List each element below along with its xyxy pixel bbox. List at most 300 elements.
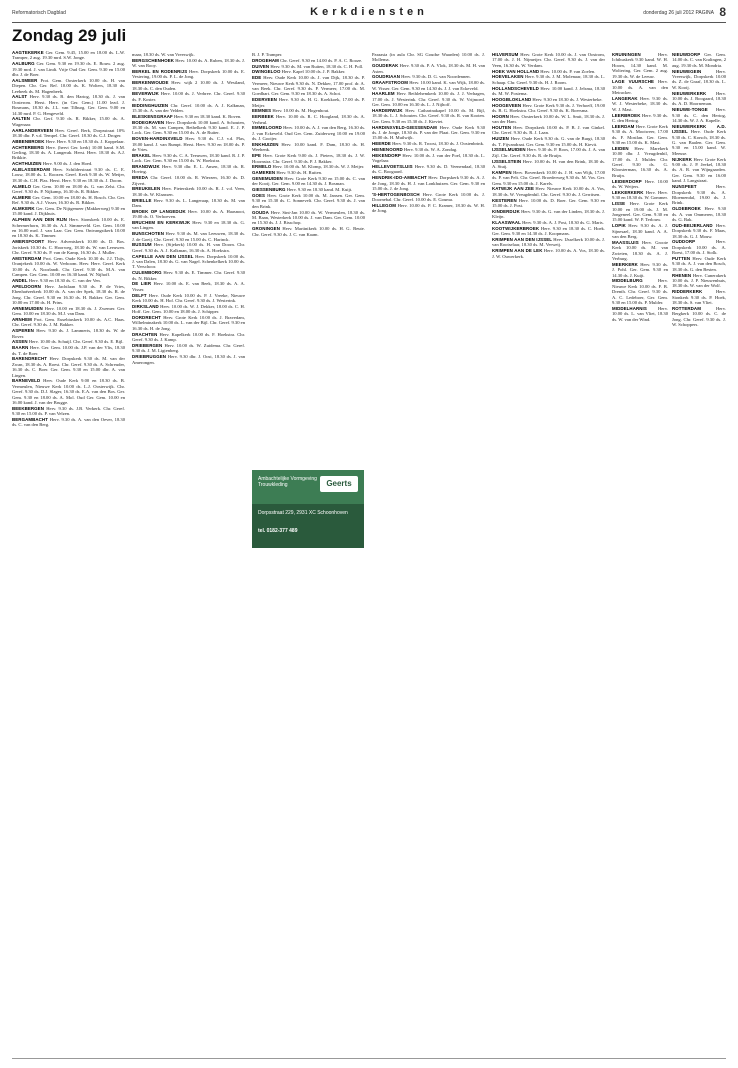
listing-place: ENKHUIZEN [252, 142, 279, 148]
listing-place: EDE [252, 75, 262, 81]
page-footer-rule [12, 1058, 726, 1059]
listing-column-3 [252, 52, 365, 464]
church-listing [12, 116, 125, 127]
listing-place: DIRKSLAND [132, 303, 159, 309]
church-listing [372, 147, 485, 152]
listing-services: Herv. 10.00 ds. E. van Beek, 18.30 ds. A. A. Visser. [132, 281, 245, 292]
church-listing [132, 80, 245, 91]
church-listing [12, 356, 125, 378]
listing-services: Herv. 9.30 en 18.30 kand. K. Boven. [173, 113, 242, 119]
church-listing [492, 69, 605, 74]
listing-place: AARLANDERVEEN [12, 127, 53, 133]
listing-place: BRUCHEM EN KERKWIJK [132, 220, 191, 226]
listing-place: RIDDERKERK [672, 289, 703, 295]
listing-place: DWINGELOO [252, 69, 281, 75]
listing-services: Herv. Dorpskerk 9.30 ds. A. Bloemendal, 19.00 ds. J. Brink. [672, 184, 726, 206]
listing-place: DRIEBERGEN [132, 342, 163, 348]
listing-services: Herv. Grote Kerk 10.00 ds. J. Bravedam, Wilhelminakerk 10.00 ds. L. van der Bijl. Chr. Geref. 9.30 en 16.30 ds. H. de Jong. [132, 315, 245, 331]
listing-services: Herv. Oude Kerk 9.00 en 18.30 ds. B. Vermeulen, Nieuwe Kerk 10.00 ds. L.J. Oosterwijk. Chr. Geref. 9.30 ds. D.J. Slager, 16.30 ds. E.A. van den Bos. Ger. Gem. 9.30 en 18.00 ds. A. Mol. Oud Ger. Gem. 10.00 en 16.00 kand. J. van der Brugge. [12, 378, 125, 405]
church-listing [672, 52, 726, 68]
church-listing [672, 256, 726, 272]
church-listing [672, 69, 726, 91]
listing-place: LAGE VUURSCHE [612, 79, 655, 85]
church-listing [672, 124, 726, 156]
listing-services: Herv. 9.30 ds. M. van Leeuwen, 18.30 ds. J. de Goeij. Chr. Geref. 9.30 en 15.00 ds. C. Harinck. [132, 231, 245, 242]
church-listing [12, 195, 125, 206]
church-listing [252, 187, 365, 192]
church-listing [132, 315, 245, 331]
listing-services: Herv. 9.30 ds. L. Langeraap, 18.30 ds. M. van Dam. [132, 197, 245, 209]
listing-place: ARNEMUIDEN [12, 305, 43, 311]
listing-services: Herv. 9.30 ds. J.B. Verkerk. Chr. Geref. 9.30 en 15.00 ds. P. van Velzen. [12, 405, 125, 417]
church-listing [612, 96, 668, 112]
listing-place: LEIDEN [612, 145, 629, 151]
listing-place: KRUININGEN [612, 52, 641, 57]
listing-services: Herv. 10.00 ds. D. Boer. Ger. Gem. 9.30 en 15.00 ds. J. Post. [492, 197, 605, 209]
listing-services: Herv. Martinikerk 10.00 ds. H. G. Beute. Chr. Geref. 9.30 ds. J. C. van Kaam. [252, 226, 365, 237]
listing-services: Herv. 10.00 ds. P. van Zoelen. [540, 68, 596, 74]
listing-services: Chr. Geref. 10.00 ds. R. Wierzen, 16.30 ds. D. Zijvert. [132, 175, 245, 186]
church-listing [252, 69, 365, 74]
listing-services: Herv. 10.00 ds. R. C. Hoogland, 18.30 ds. A. Verheul. [252, 114, 365, 125]
listing-services: Herv. 9.30 ds. A. J. Sijnesael, 18.30 kand. A. A. van den Berg. [612, 223, 668, 239]
listing-services: Herv. 10.00 ds. P. C. Kramer, 18.30 ds. W. H. de Jong. [372, 203, 485, 214]
church-listing [132, 209, 245, 220]
church-listing [12, 78, 125, 94]
listing-place: GRAAFSTROOM [372, 80, 408, 86]
listing-services: Ger. Gem. 9.30 en 19.30 ds. E. Bouw. 2 aug. 19.30 mrd. J. van Lindt. Vrije Oud Ger. Gem. 9.30 en 15.00 dhr. J. de Boer. [12, 61, 125, 78]
listing-place: ACHTHUIZEN [12, 161, 42, 167]
listing-place: BLESKENSGRAAF [132, 113, 173, 119]
church-listing [12, 278, 125, 283]
church-listing [672, 206, 726, 222]
church-listing [372, 175, 485, 191]
listing-services: Herv. 9.30 ds. W. J. Westerbeke, 18.30 ds. W. J. Mast. [612, 96, 668, 112]
listing-place: BERKEL EN RODENRIJS [132, 69, 188, 74]
listing-services: Herv. 9.30 ds. J. Lammerts, 18.30 ds. W. de Rover. [12, 328, 125, 339]
listing-services: Herv. Geref. Berk, Dorpsstraat 10% 18.30 dhr. P. v.d. Tempel. Chr. Geref. 18.30 ds. C.J. Droger. [12, 127, 125, 139]
listing-place: EPE [252, 153, 262, 159]
church-listing [372, 63, 485, 74]
church-listing [372, 80, 485, 91]
church-listing [612, 79, 668, 95]
ad-contact: tel. 0182-377 489 [258, 528, 298, 534]
church-listing [132, 354, 245, 365]
listing-place: HOUTEN [492, 125, 512, 131]
church-listing [252, 125, 365, 141]
listing-place: KOOTWIJKERBROEK [492, 225, 540, 231]
listing-place: AALSMEER [12, 77, 38, 83]
listing-services: Herv. 10.00 ds. J. van der Poel, 18.30 ds. L. Vogelaar. [372, 152, 485, 164]
church-listing [252, 108, 365, 113]
listing-services: Herv. Sionkerk 9.30 ds. P. Hoek, 18.30 ds. S. van Vliet. [672, 289, 726, 305]
church-listing [612, 52, 668, 79]
listing-place: AMSTERDAM [12, 255, 42, 261]
listing-services: Herv. 9.30 ds. D. Veenendaal, 18.30 ds. C. Boogaard. [372, 164, 485, 175]
listing-place: HEKENDORP [372, 152, 401, 158]
listing-services: Herv. Dorpskerk 9.30 ds. M. van der Zwan, 18.30 ds. A. Roest. Chr. Geref. 9.30 ds. A. Schreuder, 16.30 ds. C. Boer. Ger. Gem. 9.30 en 15.00 dhr. A. van Lingen. [12, 356, 125, 378]
church-listing [492, 237, 605, 248]
listing-services: Herv. Dorpskerk 10.00 ds. E. Vestering, 19.00 ds. P. L. de Jong. [132, 69, 245, 80]
listing-column-5 [492, 52, 605, 1056]
church-listing [372, 141, 485, 146]
church-listing [252, 164, 365, 169]
listing-services: Herv. Dorpskerk 10.00 ds. P. B. J. van Ginkel. Chr. Geref. 9.30 ds. R. J. Laan. [492, 125, 605, 136]
listing-services: Herv. Bovenkerk 10.00 ds. J. H. van Wijk, 17.00 ds. P. van Pelt. Chr. Geref. Broederweg 9.30 ds. M. Vos. Ger. Gem. 9.30 en 15.00 ds. J. Karels. [492, 169, 605, 186]
church-listing [12, 339, 125, 344]
church-listing [252, 142, 365, 153]
listing-place: EMMELOORD [252, 125, 282, 131]
church-listing [372, 164, 485, 175]
listing-services: Herv. Marekerk 10.00 dhr. J. Vreugdenhil, 17.00 ds. J. Mulder. Chr. Geref. 9.30 ds. G. Kloosterman, 16.30 ds. A. Bruijn. [612, 145, 668, 178]
listing-place: BROEK OP LANGEDIJK [132, 208, 186, 214]
listing-services: Herv. Catharinakapel 10.00 ds. M. Bijl, 18.30 ds. L. J. Schouten. Chr. Geref. 9.30 ds. R. van Kooten. Ger. Gem. 9.30 en 15.30 ds. J. Kieviet. [372, 108, 485, 124]
church-listing [612, 190, 668, 201]
church-listing [672, 157, 726, 184]
church-listing [252, 52, 365, 57]
church-listing [492, 198, 605, 209]
church-listing [132, 186, 245, 197]
listing-services: Herv. Grote Kerk 10.00 ds. J. van Oostrom, 17.00 ds. J. H. Nijmeijer. Chr. Geref. 9.30 ds. J. van der Veen, 16.30 ds. W. Verdam. [492, 52, 605, 68]
listing-services: Herv. 9.30 en 18.30 ds. C. van der Ven. [28, 277, 101, 283]
church-listing [252, 75, 365, 97]
listing-services: Herv. 9.00 ds. J. den Hoed. [42, 161, 93, 167]
listing-services: Herv. 9.30 en 18.30 ds. G. van Lingen. [132, 220, 245, 231]
listing-services: Herv. 9.30 ds. P. A. Vlok, 18.30 ds. M. H. van Asten. [372, 63, 485, 74]
listing-place: BAARN [12, 345, 29, 351]
listing-services: Herv. Nieuwe Kerk 10.00 ds. A. Vos, 18.30 ds. W. Vreugdenhil. Chr. Geref. 9.30 ds. J. Gerritsen. [492, 186, 605, 197]
listing-services: Herv. Bergkerk 10.00 ds. C. de Jong. Chr. Geref. 9.30 ds. J. W. Schoppers. [672, 305, 726, 327]
ad-logo [320, 476, 358, 492]
listing-place: GOUDERAK [372, 63, 399, 69]
listing-column-4 [372, 52, 485, 1056]
listing-services: Herv. Herv. 9.30 en 18.30 ds. W. Gommer. [612, 189, 668, 201]
listing-place: GIESSENBURG [252, 187, 286, 193]
listing-services: Herv. IJsselkerk 10.00 ds. J. van Rootselaar, 18.30 ds. M. Verweij. [492, 237, 605, 248]
church-listing [252, 176, 365, 187]
listing-services: Herv. 10.00 ds. M. Hogenhout. [272, 108, 330, 114]
church-listing [492, 136, 605, 147]
listing-services: Herv. 10.00 ds. L. van Vliet, 18.30 ds. W. van der Wind. [612, 305, 668, 322]
listing-place: HARDERWIJK [372, 108, 403, 114]
listing-place: GOUDRIAAN [372, 74, 400, 80]
listing-services: Herv. Oude Kerk 9.30 ds. J. de Jonge, 18.30 ds. P. van der Plaat. Ger. Gem. 9.30 en 15.00 ds. H. Muilwijk. [372, 124, 485, 141]
listing-place: AALBURG [12, 61, 35, 67]
listing-place: NIEUWEGEIN [672, 68, 702, 74]
listing-services: Herv. 9.30 dhr. E. L. Ansen, 18.30 ds. R. Hoving. [132, 164, 245, 175]
church-listing [492, 220, 605, 225]
church-listing [132, 281, 245, 292]
listing-place: DELFT [132, 292, 147, 298]
listing-services: Herv. Adventskerk 10.00 ds. D. Bos. Joriskerk 10.30 ds. C. Hoorweg, 18.30 ds. W. van Leeuwen. Chr. Geref. 9.30 ds. P. van de Kamp, 16.30 ds. J. Muller. [12, 239, 125, 256]
listing-services: Herv. Grote Kerk 9.30 ds. A. Mooiweer, 17.00 ds. F. Mostlan. Ger. Gem. 9.30 en 15.00 ds. K. Mast. [612, 123, 668, 146]
church-listing [12, 378, 125, 405]
church-listing [612, 240, 668, 262]
listing-services: Herv. Oude Kerk 9.30 ds. C. Korsch, 18.30 ds. G. van Baalen. Ger. Gem. 9.30 en 15.00 kand. W. Meeuse. [672, 129, 726, 156]
listing-place: KRIMPEN AAN DE LEK [492, 248, 543, 254]
listing-place: BRANDWIJK [132, 164, 160, 170]
church-listing [492, 170, 605, 186]
church-listing [612, 179, 668, 190]
listing-services: Ger. Gem. 9.45, 15.00 en 18.00 ds. L.W. Tramper, 2 aug. 19.30 mrd. S.W. Jonge. [12, 50, 125, 61]
church-listing [12, 61, 125, 77]
church-listing [252, 64, 365, 69]
listing-place: GRONINGEN [252, 226, 280, 232]
listing-services: Ger. Gem. 10.00 en 18.00 ds. G. van Zelst. Chr. Geref. 9.30 ds. P. Nijkamp, 16.30 ds. R. Bikker. [12, 183, 125, 195]
listing-services: Herv. Grote Kerk 9.00 ds. J. P. Jeekel, 18.30 ds. A. R. van Wijngaarden. Ger. Gem. 9.30 en 16.00 kand. J. Langstraat. [672, 156, 726, 184]
church-listing [132, 52, 245, 57]
page-number: 8 [719, 5, 726, 19]
listing-services: Herv. Dorpskerk 9.30 ds. A. J. de Jong, 18.30 ds. H. J. van Lonkhuizen. Ger. Gem. 9.30 en 15.00 ds. J. de Jong. [372, 175, 485, 192]
newspaper-name: Reformatorisch Dagblad [12, 10, 66, 16]
listing-services: Herv. Groote Kerk 10.00 ds. M. van Zwieten, 18.30 ds. A. J. Verburg. [612, 239, 668, 261]
church-listing [12, 345, 125, 356]
church-listing [372, 203, 485, 214]
listing-services: maar, 18.30 ds. W. van Vreeswijk. [132, 52, 195, 57]
church-listing [12, 317, 125, 328]
listing-services: Herv. 9.30 ds. H. Ruiten. [276, 170, 323, 176]
listing-services: Chr. Geref. 10.00 ds. A. J. Kalkman, 15.30 ds. A. van der Velden. [132, 102, 245, 114]
listing-place: BOVEN-HARDINXVELD [132, 136, 183, 142]
listing-place: HENDRIK-IDO-AMBACHT [372, 175, 427, 181]
listing-place: ARNHEM [12, 316, 32, 322]
church-listing [12, 217, 125, 239]
listing-place: KESTEREN [492, 197, 517, 203]
listing-place: ANDEL [12, 277, 28, 283]
church-listing [612, 223, 668, 239]
church-listing [12, 94, 125, 116]
listing-place: NIJKERK [672, 156, 692, 162]
church-listing [132, 343, 245, 354]
listing-services: Herv. Grote Kerk 9.30 en 15.00 ds. C. van der Kooij. Ger. Gem. 9.00 en 14.30 ds. J. Bosman. [252, 176, 365, 187]
listing-place: ALPHEN AAN DEN RIJN [12, 217, 67, 223]
church-listing [372, 52, 485, 63]
listing-services: Herv. Grote Kerk 10.00 ds. J. Doornebal. Chr. Geref. 10.00 ds. E. Gouma. [372, 191, 485, 203]
listing-place: MIDDELHARNIS [612, 305, 647, 311]
listing-services: Herv. 9.30 ds. J. Pohl. Ger. Gem. 9.30 en 14.30 ds. J. Kuijt. [612, 261, 668, 278]
ad-headline: Ambachtelijke Vormgeving Trouwkleding [258, 476, 317, 488]
listing-place: GOES [252, 193, 266, 199]
listing-place: GENEMUIDEN [252, 176, 283, 182]
church-listing [492, 103, 605, 114]
church-listing [12, 161, 125, 166]
church-listing [372, 125, 485, 141]
listing-place: OUD-BEIJERLAND [672, 222, 713, 228]
listing-place: IJSSELSTEIN [492, 158, 522, 164]
listing-place: BARNEVELD [12, 378, 41, 384]
church-listing [612, 306, 668, 322]
listing-services: Chr. Gerf. 9.30 ds. R. Bikker, 15.00 ds. A. Wagenaar. [12, 116, 125, 127]
church-listing [252, 193, 365, 209]
church-listing [12, 50, 125, 61]
listing-place: IJSSELMUIDEN [492, 147, 526, 153]
listing-services: Herv. Herv. 9.30 en 18.30 ds. J. Koppelaar. [45, 138, 125, 144]
listing-place: GAMEREN [252, 170, 276, 176]
listing-services: Herv. 10.00 kand. K. van Wijk, 18.00 ds. W. Visser. Ger. Gem. 9.30 en 14.30 ds. J. J. van Eckeveld. [372, 80, 485, 91]
listing-services: Herv. 9.30 ds. D. G. van Noordennen. [401, 74, 471, 80]
listing-place: HARDINXVELD-GIESSENDAM [372, 124, 437, 130]
church-listing [12, 406, 125, 417]
listing-place: MIDDELBURG [612, 278, 643, 284]
listing-place: EEMNES [252, 108, 272, 114]
church-listing [492, 186, 605, 197]
church-listing [672, 184, 726, 206]
listing-services: Herv. 10.00 ds. A. Ruben, 18.30 ds. J. W. van Rooy. [132, 57, 245, 69]
church-listing [612, 262, 668, 278]
listing-place: LOPIK [612, 223, 626, 229]
listing-place: NIEUWDORP [672, 52, 701, 57]
listing-services: Herv. 9.30 ds. P. Roos, 17.00 ds. J. A. van Zijl. Chr. Geref. 9.30 ds. R. de Bruijn. [492, 147, 605, 158]
church-listing [492, 52, 605, 68]
listing-place: BERKENWOUDE [132, 80, 169, 86]
listing-place: ALMELO [12, 183, 32, 189]
listing-services: Prot. Gem. Oosterkerk 10.00 ds. H. van Diepen. Chr. Ger. Ref. 10.00 ds. K. Wolters, 18.30 ds. Leebeek ds. M. Hagenbeek. [12, 77, 125, 94]
listing-services: Herv. Jachtlaan 9.30 ds. P. de Vries, Ebenhaëzerkerk 10.00 ds. A. van der Spek, 18.30 ds. R. de Jong. Chr. Geref. 9.30 en 16.30 ds. H. Bakker. Ger. Gem. 10.00 en 17.00 ds. H. Prins. [12, 283, 125, 305]
church-listing [132, 332, 245, 343]
church-listing [492, 97, 605, 102]
listing-place: ALMERE [12, 194, 32, 200]
church-listing [12, 284, 125, 306]
church-listing [672, 306, 726, 328]
listing-services: Herv. 10.00 kand. J. Jelsma, 18.30 ds. M. W. Postema. [492, 85, 605, 97]
listing-services: Herv. Dorpskerk 10.00 kand. A. Schouten, 18.30 ds. M. van Campen, Bethelkerk 9.30 kand. E. J. P. Lock. Ger. Gem. 9.30 en 15.00 ds. A. de Ruiter. [132, 119, 245, 136]
listing-place: RHENEN [672, 272, 692, 278]
church-listing [12, 184, 125, 195]
ad-address: Dorpsstraat 229, 2931 XC Schoonhoven [258, 510, 348, 516]
listing-services: Herv. Bethlehemkerk 10.00 ds. J. J. Verhagen, 17.00 ds. J. Westerink. Chr. Geref. 9.30 ds. W. Vrijmoed. Ger. Gem. 10.00 en 16.30 ds. L. J. Nijhoff. [372, 91, 485, 108]
listing-place: BRAKEL [132, 152, 151, 158]
listing-place: ASSEN [12, 339, 28, 345]
listing-place: HOLLANDSCHEVELD [492, 85, 539, 91]
listing-services: Herv. 10.00 ds. M. Klomp, 18.30 ds. W. J. Meijer. [272, 164, 365, 170]
listing-place: MAASSLUIS [612, 239, 639, 245]
listing-services: Herv. Grote Kerk 10.00 ds. M. Jansen. Ger. Gem. 9.30 en 15.30 ds. C. Sonnevelt. Chr. Geref. 9.30 ds. J. van den Brink. [252, 193, 365, 209]
listing-services: Herv. Grote Kerk 9.30 ds. J. Verhoeff, 19.00 ds. B. G. Hoekstra. Chr. Geref. 9.30 ds. K. Boersma. [492, 102, 605, 114]
listing-place: AALST [12, 94, 28, 100]
ad-brand: Geerts [326, 479, 352, 488]
listing-place: BERGAMBACHT [12, 416, 48, 422]
listing-services: Herv. Ichthuskerk 9.30 kand. W. H. Hoorn, 14.30 kand. M. Woltering. Ger. Gem. 2 aug. 19.30 ds. W. de Leeuw. [612, 52, 668, 79]
listing-services: Herv. 10.00 kand. F. Dam, 18.30 ds. H. Weehenk. [252, 142, 365, 153]
listing-place: 'S-HERTOGENBOSCH [372, 191, 420, 197]
section-title: Kerkdiensten [310, 6, 428, 18]
listing-services: Herv. 9.30 ds. R. Troost, 18.30 ds. J. Oostenbrink. [392, 141, 485, 147]
listing-column-7 [672, 52, 726, 1056]
listing-place: EDERVEEN [252, 97, 277, 103]
listing-place: HOOGEVEEN [492, 102, 522, 108]
church-listing [12, 167, 125, 183]
church-listing [492, 159, 605, 170]
listing-place: HEERDE [372, 141, 391, 147]
listing-place: AAGTEKERKE [12, 50, 44, 55]
listing-place: BREDA [132, 175, 149, 181]
church-listing [612, 113, 668, 124]
listing-column-1 [12, 50, 125, 1056]
church-listing [132, 91, 245, 102]
church-listing [672, 273, 726, 289]
church-listing [132, 304, 245, 315]
listing-services: Herv. Kapelkerk 10.00 ds. F. Hoekstra. Chr. Geref. 9.30 ds. J. Kamp. [132, 331, 245, 343]
church-listing [132, 242, 245, 253]
listing-place: KINDERDIJK [492, 208, 520, 214]
church-listing [672, 91, 726, 107]
listing-place: HOEVELAKEN [492, 74, 524, 80]
church-listing [132, 153, 245, 164]
listing-place: HUIZEN [492, 136, 509, 142]
church-listing [252, 97, 365, 108]
listing-place: LANGERAK [612, 96, 638, 102]
listing-place: HELLEVOETSLUIS [372, 164, 413, 170]
listing-services: Herv. 10.00 ds. A. Haasnoot, 19.00 ds. O. Verhoeven. [132, 208, 245, 220]
listing-services: Herv. 9.30 ds. A. J. Post, 18.30 ds. G. Maris. [522, 220, 604, 226]
church-listing [672, 239, 726, 255]
church-listing [252, 226, 365, 237]
listing-place: NIEUWE-TONGE [672, 107, 708, 113]
listing-place: BERGSCHENHOEK [132, 57, 175, 63]
listing-place: BEEKBERGEN [12, 405, 44, 411]
listing-services: Herv. 9.30 ds. A. van Ommeren, 18.30 ds. G. Bak. [672, 206, 726, 222]
listing-services: Herv. 9.30 en 18.30 ds. J. Westerbeke. [532, 96, 603, 102]
listing-place: DUIVEN [252, 63, 270, 69]
church-listing [12, 239, 125, 255]
listing-services: Herv. 9.30 ds. C. den Hertog, 14.30 ds. W. J. A. Kapelle. [672, 107, 726, 124]
listing-place: CULEMBORG [132, 270, 162, 276]
listing-services: Herv. Schilderstraat 9.30 ds. C. E. Louw, 18.00 ds. L. Roozen. Geref. Kerk 9.30 ds. W. Meijer, 18.30 ds. C.H. Plas. Herst. Herv. 9.30 en 18.30 ds. J. Doorn. [12, 167, 125, 183]
listing-place: DE LIER [132, 281, 152, 287]
listing-services: Herv. 9.30 ds. E. Timmer. Chr. Geref. 9.30 ds. N. Bikker. [132, 270, 245, 281]
listing-place: HOEK VAN HOLLAND [492, 68, 540, 74]
church-listing [12, 206, 125, 217]
listing-services: Herv. Sint-Jan 10.00 ds. W. Vermeulen, 18.30 ds. M. Baan, Westerkerk 10.00 ds. J. van Dam. Ger. Gem. 10.00 en 15.30 ds. J. J. Bisschop. [252, 209, 365, 226]
listing-place: KLAASWAAL [492, 220, 521, 226]
church-listing [132, 58, 245, 69]
listing-place: MEERKERK [612, 261, 638, 267]
listing-place: DORDRECHT [132, 315, 161, 321]
listing-place: LISSE [612, 201, 626, 207]
listing-services: Prot. Gem. Eusebiuskerk 10.00 ds. A.C. Haas. Chr. Geref. 9.30 ds. J. M. Bakker. [12, 316, 125, 328]
listing-services: Ger. Gem. De Nijtgemeer (Makkerweg) 9.30 en 15.00 kand. J. Dijkhuis. [12, 206, 125, 217]
listing-place: NUNSPEET [672, 184, 697, 190]
listing-services: Herv. 10.00 ds. W. J. Dekker, 18.00 ds. C. H. Hoff. Ger. Gem. 10.00 en 18.00 ds. J. Schipper. [132, 303, 245, 315]
listing-place: DROGEHAM [252, 57, 279, 63]
listing-services: Herv. 10.00 ds. A. Vos, 18.30 ds. J. W. Ouwerkerk. [492, 248, 605, 259]
church-listing [612, 278, 668, 305]
listing-services: Herv. Oude Kerk 10.00 ds. J. van Dijk, 18.30 ds. P. Vermeer, Nieuwe Kerk 9.30 ds. N. Dekker, 17.00 prof. dr. A. van Beek. Chr. Geref. 9.30 ds. P. Vermeer, 17.00 ds. M. Goedhart. Ger. Gem. 9.30 en 18.30 ds. A. Schot. [252, 75, 365, 97]
listing-services: Herv. Vreeswijk, Dorpskerk 10.00 ds. Z. de Graaf, 18.30 ds. L. W. Kooij. [672, 68, 726, 90]
listing-services: Herv. (Sijekerk) 10.00 ds. H. van Doorn. Chr. Geref. 9.30 ds. A. J. Kalkman, 16.30 ds. A. Hoekstra. [132, 242, 245, 253]
church-listing [372, 108, 485, 124]
listing-place: BRIELLE [132, 197, 152, 203]
church-listing [252, 170, 365, 175]
listing-services: Herv. Dorpskerk 10.00 ds. A. Roest, 17.00 ds. J. Stolk. [672, 239, 726, 256]
listing-services: Herv. wijk 2 10.00 ds. J. Westland, 18.30 ds. C. den Ouden. [132, 80, 245, 91]
church-listing [492, 114, 605, 125]
church-listing [372, 74, 485, 79]
listing-place: CAPELLE AAN DEN IJSSEL [132, 253, 194, 259]
church-listing [612, 146, 668, 178]
advertisement[interactable] [252, 470, 364, 548]
listing-column-6 [612, 52, 668, 1056]
listing-place: LEERBROEK [612, 112, 641, 118]
listing-place: ERMELO [252, 164, 272, 170]
church-listing [132, 120, 245, 136]
church-listing [132, 136, 245, 152]
church-listing [672, 223, 726, 239]
listing-place: HILLEGOM [372, 203, 396, 209]
header-rule [12, 22, 726, 23]
listing-services: Herv. 10.00 en 18.30 ds. J. Zwemer. Ger. Gem. 10.00 en 18.30 ds. M.J. van Dam. [12, 305, 125, 317]
listing-services: Herv. Sionskerk 10.00 ds. E. Schermerhorn, 16.30 ds. A.J. Simmeveld. Ger. Gem. 10.00 en 16.00 mrd. J. van Laar. Ger. Gem. Ontvangstkerk 10.00 en 18.30 ds. K. Timmer. [12, 217, 125, 239]
